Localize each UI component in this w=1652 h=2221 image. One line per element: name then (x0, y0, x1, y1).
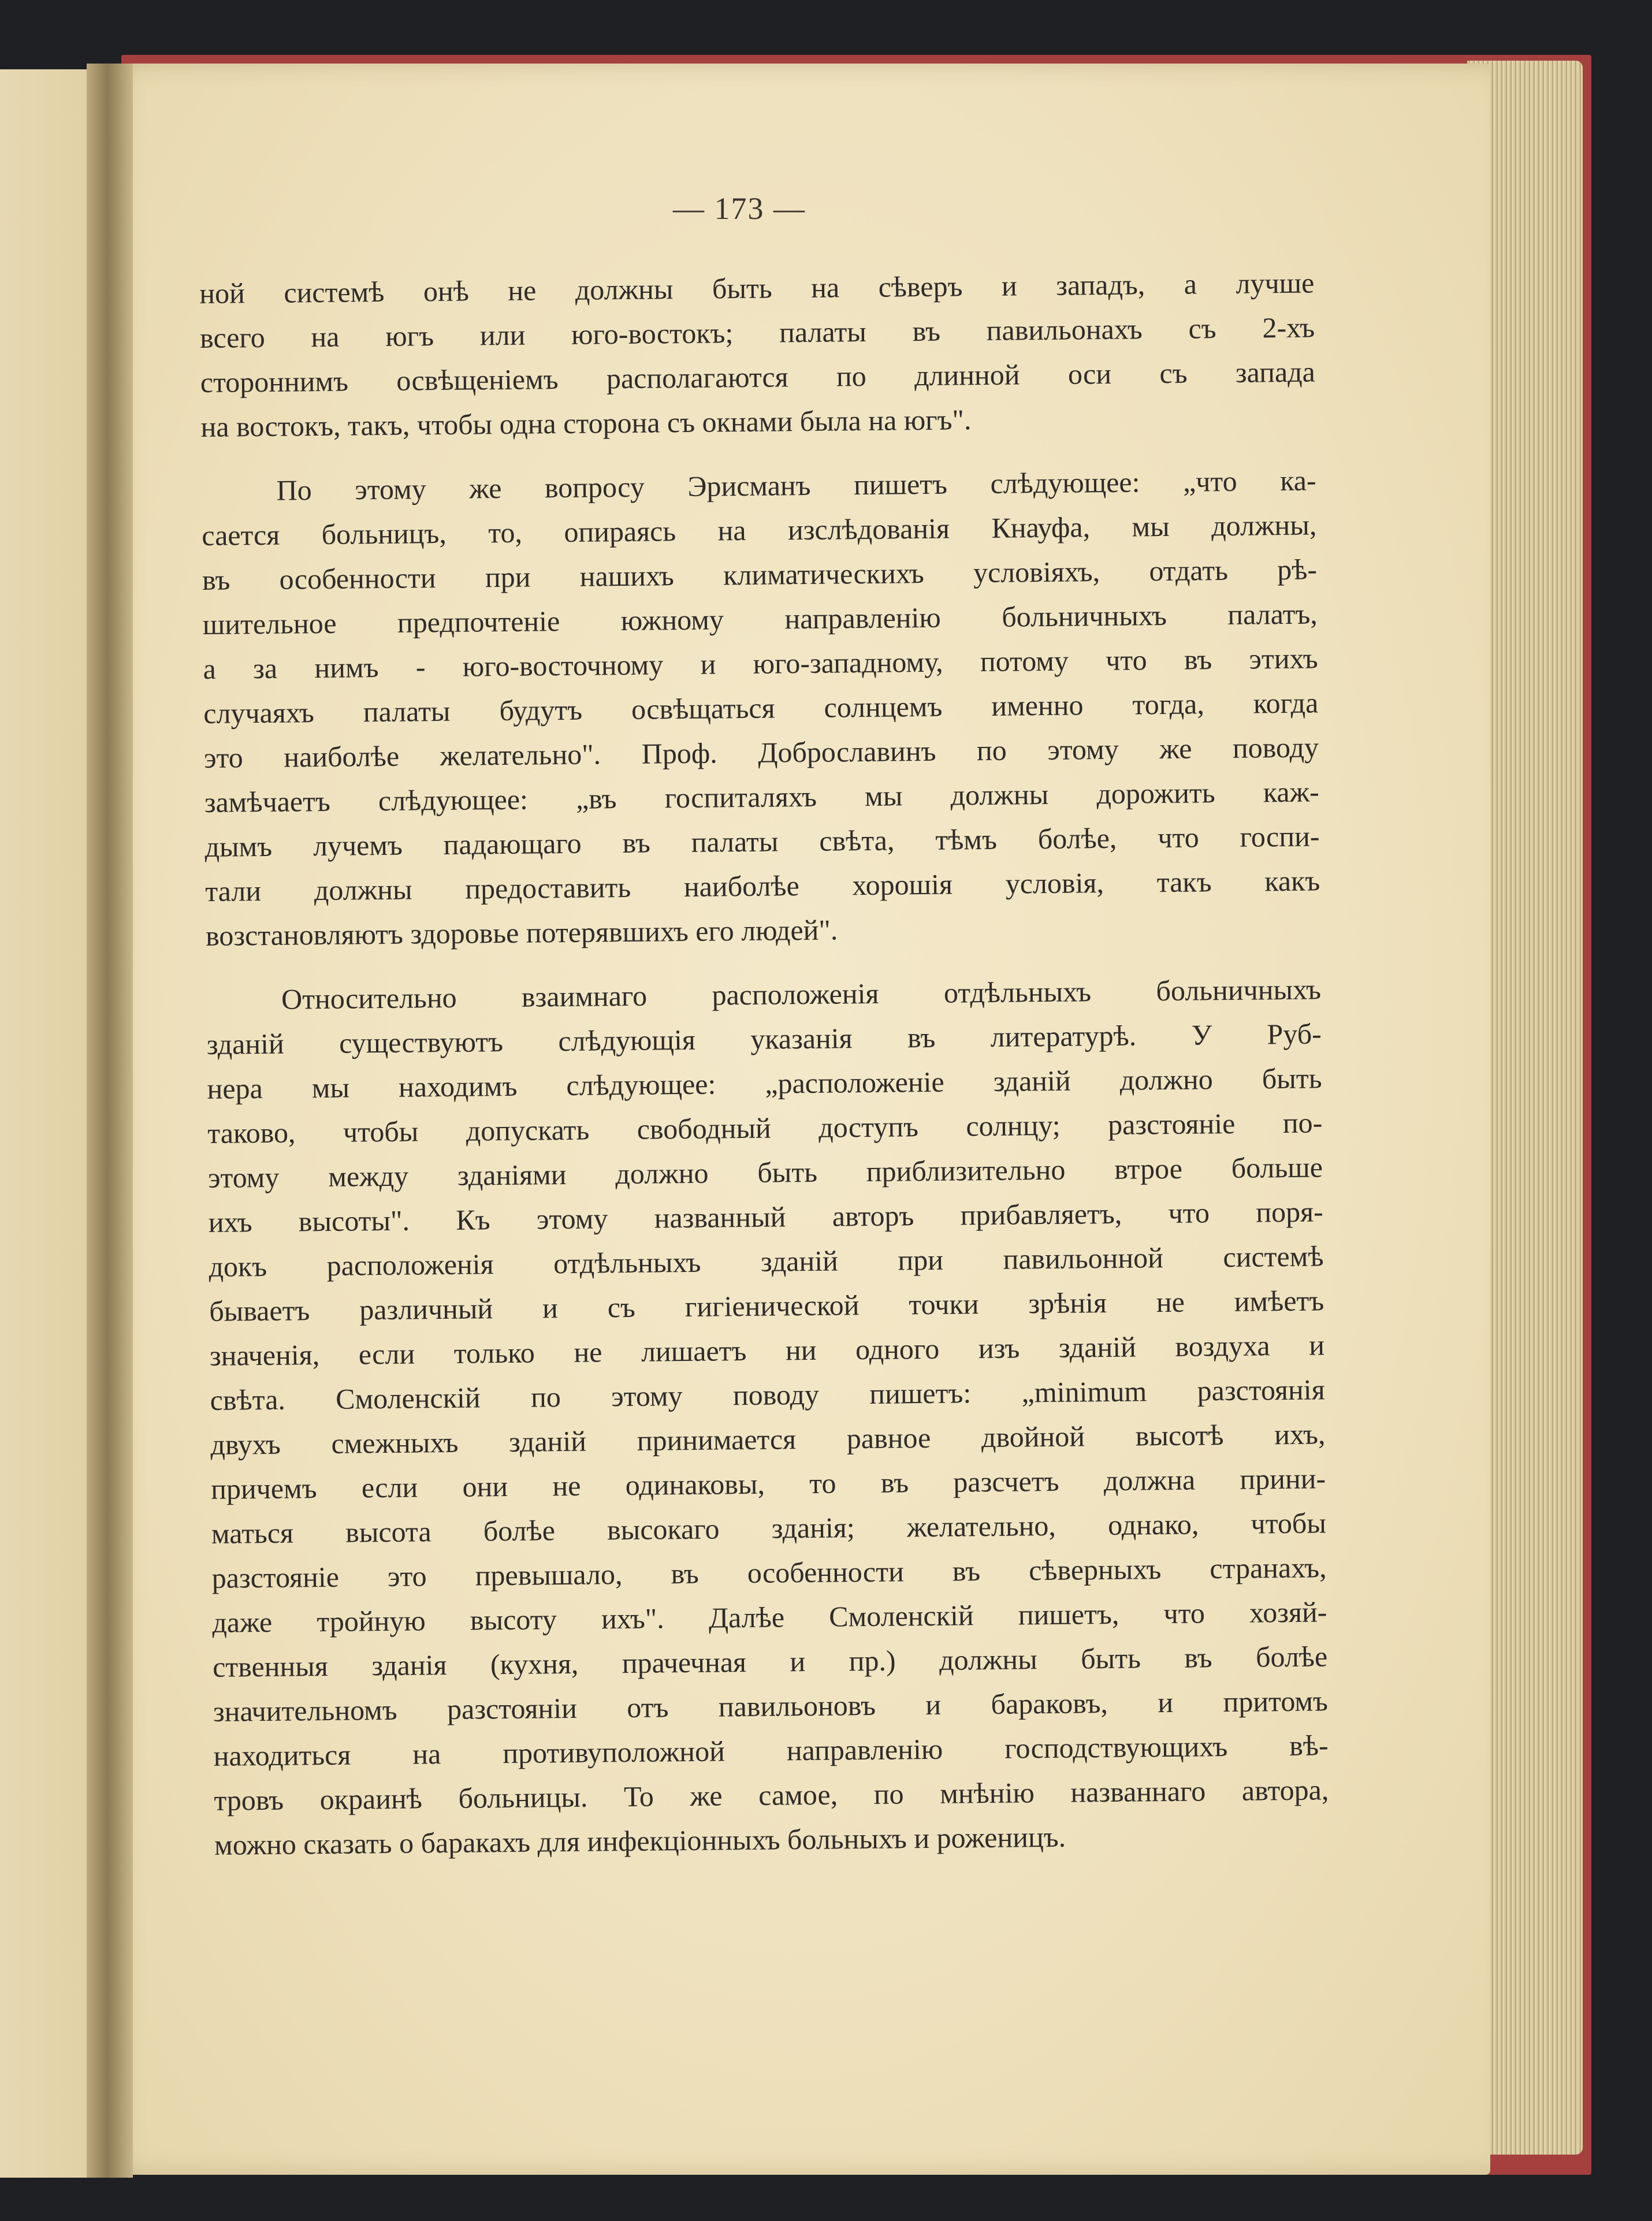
text-line: зданій существуютъ слѣдующія указанія въ литературѣ. У Руб- (206, 1017, 1322, 1061)
text-line: возстановляютъ здоровье потерявшихъ его людей". (205, 913, 838, 952)
text-line: тали должны предоставить наиболѣе хорошія условія, такъ какъ (205, 864, 1320, 907)
text-line: значительномъ разстояніи отъ павильоновъ и бараковъ, и притомъ (213, 1684, 1329, 1728)
paragraph (199, 261, 1316, 449)
text-line: это наиболѣе желательно". Проф. Доброславинъ по этому же поводу (203, 731, 1319, 774)
text-line: находиться на противуположной направленію господствующихъ вѣ- (213, 1729, 1329, 1772)
text-line: замѣчаетъ слѣдующее: „въ госпиталяхъ мы должны дорожить каж- (204, 775, 1320, 819)
text-line: въ особенности при нашихъ климатическихъ условіяхъ, отдать рѣ- (202, 553, 1318, 596)
text-line: а за нимъ - юго-восточному и юго-западному, потому что въ этихъ (203, 642, 1318, 685)
paragraph (206, 967, 1330, 1867)
text-line: значенія, если только не лишаетъ ни одного изъ зданій воздуха и (209, 1329, 1325, 1372)
text-line: свѣта. Смоленскій по этому поводу пишетъ: „minimum разстоянія (210, 1373, 1325, 1416)
book-gutter (87, 64, 133, 2178)
page-number: — 173 — (673, 191, 806, 226)
text-line: Относительно взаимнаго расположенія отдѣльныхъ больничныхъ (281, 973, 1322, 1015)
text-line: двухъ смежныхъ зданій принимается равное двойной высотѣ ихъ, (210, 1418, 1326, 1461)
text-line: По этому же вопросу Эрисманъ пишетъ слѣдующее: „что ка- (276, 464, 1316, 507)
paragraph (201, 458, 1320, 958)
text-line: бываетъ различный и съ гигіенической точки зрѣнія не имѣетъ (209, 1284, 1324, 1327)
text-line: таково, чтобы допускать свободный доступъ солнцу; разстояніе по- (207, 1106, 1323, 1149)
text-line: разстояніе это превышало, въ особенности въ сѣверныхъ странахъ, (211, 1551, 1327, 1594)
text-line: нера мы находимъ слѣдующее: „расположеніе зданій должно быть (207, 1062, 1322, 1105)
text-line: маться высота болѣе высокаго зданія; желательно, однако, чтобы (211, 1506, 1327, 1550)
text-line: стороннимъ освѣщеніемъ располагаются по длинной оси съ запада (200, 355, 1316, 399)
text-line: дымъ лучемъ падающаго въ палаты свѣта, тѣмъ болѣе, что госпи- (204, 820, 1320, 863)
text-line: шительное предпочтеніе южному направленію больничныхъ палатъ, (202, 597, 1318, 641)
text-line: причемъ если они не одинаковы, то въ разсчетъ должна прини- (210, 1462, 1326, 1505)
text-line: случаяхъ палаты будутъ освѣщаться солнцемъ именно тогда, когда (203, 686, 1319, 730)
text-line: можно сказать о баракахъ для инфекціонныхъ больныхъ и роженицъ. (214, 1820, 1066, 1861)
text-line: этому между зданіями должно быть приблизительно втрое больше (207, 1151, 1323, 1194)
text-line: ной системѣ онѣ не должны быть на сѣверъ и западъ, а лучше (199, 266, 1315, 310)
text-line: сается больницъ, то, опираясь на изслѣдованія Кнауфа, мы должны, (202, 508, 1317, 552)
text-line: тровъ окраинѣ больницы. То же самое, по мнѣнію названнаго автора, (214, 1773, 1329, 1817)
text-line: на востокъ, такъ, чтобы одна сторона съ окнами была на югъ". (200, 403, 972, 443)
text-line: докъ расположенія отдѣльныхъ зданій при павильонной системѣ (209, 1240, 1324, 1283)
text-line: всего на югъ или юго-востокъ; палаты въ павильонахъ съ 2-хъ (199, 311, 1315, 354)
text-line: ственныя зданія (кухня, прачечная и пр.) должны быть въ болѣе (212, 1640, 1328, 1683)
body-text (199, 261, 1329, 1867)
text-line: даже тройную высоту ихъ". Далѣе Смоленскій пишетъ, что хозяй- (212, 1595, 1327, 1639)
text-line: ихъ высоты". Къ этому названный авторъ прибавляетъ, что поря- (208, 1195, 1323, 1238)
